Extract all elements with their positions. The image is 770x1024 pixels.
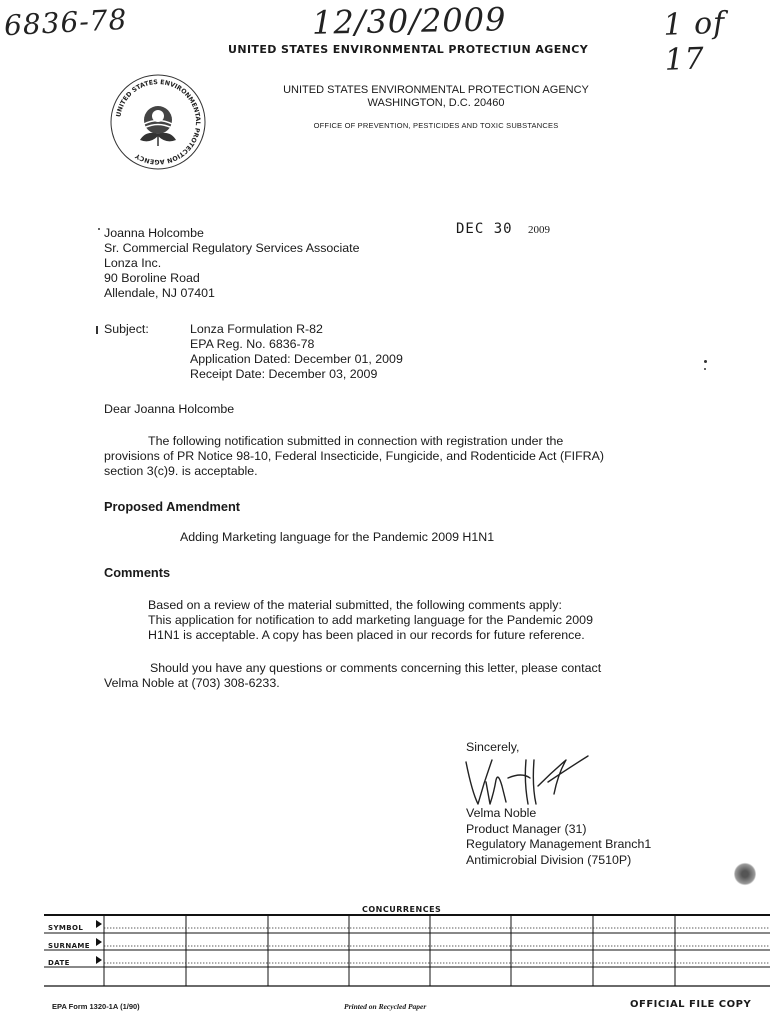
scan-artifact xyxy=(734,862,756,886)
row-label-date: DATE xyxy=(48,959,70,967)
date-stamp-year: 2009 xyxy=(528,224,551,236)
epa-seal-icon xyxy=(108,72,208,172)
contact-line: Velma Noble at (703) 308-6233. xyxy=(104,676,280,690)
letterhead-address xyxy=(268,84,604,130)
subject-formulation: Lonza Formulation R-82 xyxy=(190,322,323,336)
seal-text: UNITED STATES ENVIRONMENTAL PROTECTION AGENCY xyxy=(115,78,202,166)
subject-receipt-date: Receipt Date: December 03, 2009 xyxy=(190,367,378,381)
letterhead-office: OFFICE OF PREVENTION, PESTICIDES AND TOXIC SUBSTANCES xyxy=(313,121,559,130)
comment-line: Based on a review of the material submitted, the following comments apply: xyxy=(148,598,562,612)
handwritten-page-count: 1 of 17 xyxy=(662,5,726,78)
closing: Sincerely, xyxy=(466,740,520,754)
comment-line: H1N1 is acceptable. A copy has been placed in our records for future reference. xyxy=(148,628,585,642)
row-label-symbol: SYMBOL xyxy=(48,924,84,932)
handwritten-signature xyxy=(462,752,592,810)
recycled-paper-note: Printed on Recycled Paper xyxy=(344,1002,427,1011)
paragraph-line: section 3(c)9. is acceptable. xyxy=(104,464,258,478)
signer-name: Velma Noble xyxy=(466,806,537,820)
amendment-heading: Proposed Amendment xyxy=(104,499,241,514)
recipient-title: Sr. Commercial Regulatory Services Associate xyxy=(104,241,360,255)
subject-application-date: Application Dated: December 01, 2009 xyxy=(190,352,403,366)
row-label-surname: SURNAME xyxy=(48,942,90,950)
signer-title: Product Manager (31) xyxy=(466,821,587,836)
contact-paragraph xyxy=(104,661,601,691)
concurrences-header: CONCURRENCES xyxy=(362,905,442,914)
paragraph-line: The following notification submitted in connection with registration under the xyxy=(148,434,564,448)
amendment-text: Adding Marketing language for the Pandemic 2009 H1N1 xyxy=(180,530,495,544)
handwritten-date: 12/30/2009 xyxy=(311,0,507,42)
salutation: Dear Joanna Holcombe xyxy=(104,402,235,416)
comments-text xyxy=(148,598,593,643)
subject-block xyxy=(190,322,403,382)
letterhead-agency: UNITED STATES ENVIRONMENTAL PROTECTION AGENCY xyxy=(283,84,589,96)
recipient-city: Allendale, NJ 07401 xyxy=(104,286,215,300)
scan-artifact xyxy=(704,360,707,363)
recipient-company: Lonza Inc. xyxy=(104,256,162,270)
scan-artifact xyxy=(704,368,706,370)
notification-paragraph xyxy=(104,434,704,479)
recipient-address xyxy=(104,226,359,301)
scan-artifact xyxy=(98,228,100,230)
date-stamp-day: DEC 30 xyxy=(456,221,513,237)
agency-header: UNITED STATES ENVIRONMENTAL PROTECTIUN AGENCY xyxy=(228,43,589,56)
comment-line: This application for notification to add marketing language for the Pandemic 2009 xyxy=(148,613,593,627)
signer-block xyxy=(466,806,651,868)
recipient-name: Joanna Holcombe xyxy=(104,226,204,240)
subject-label: Subject: xyxy=(104,322,149,336)
contact-line: Should you have any questions or comments concerning this letter, please contact xyxy=(150,661,602,675)
subject-reg-no: EPA Reg. No. 6836-78 xyxy=(190,337,315,351)
recipient-street: 90 Boroline Road xyxy=(104,271,200,285)
comments-heading: Comments xyxy=(104,565,171,580)
form-identifier: EPA Form 1320-1A (1/90) xyxy=(52,1002,140,1011)
paragraph-line: provisions of PR Notice 98-10, Federal Insecticide, Fungicide, and Rodenticide Act (FIFRA) xyxy=(104,449,604,463)
official-file-copy: OFFICIAL FILE COPY xyxy=(630,999,752,1010)
scan-artifact xyxy=(96,326,98,334)
signer-division: Antimicrobial Division (7510P) xyxy=(466,852,632,867)
date-stamp xyxy=(456,221,550,237)
signer-branch: Regulatory Management Branch1 xyxy=(466,837,652,851)
letterhead-city: WASHINGTON, D.C. 20460 xyxy=(367,97,505,109)
handwritten-doc-number: 6836-78 xyxy=(3,2,129,43)
